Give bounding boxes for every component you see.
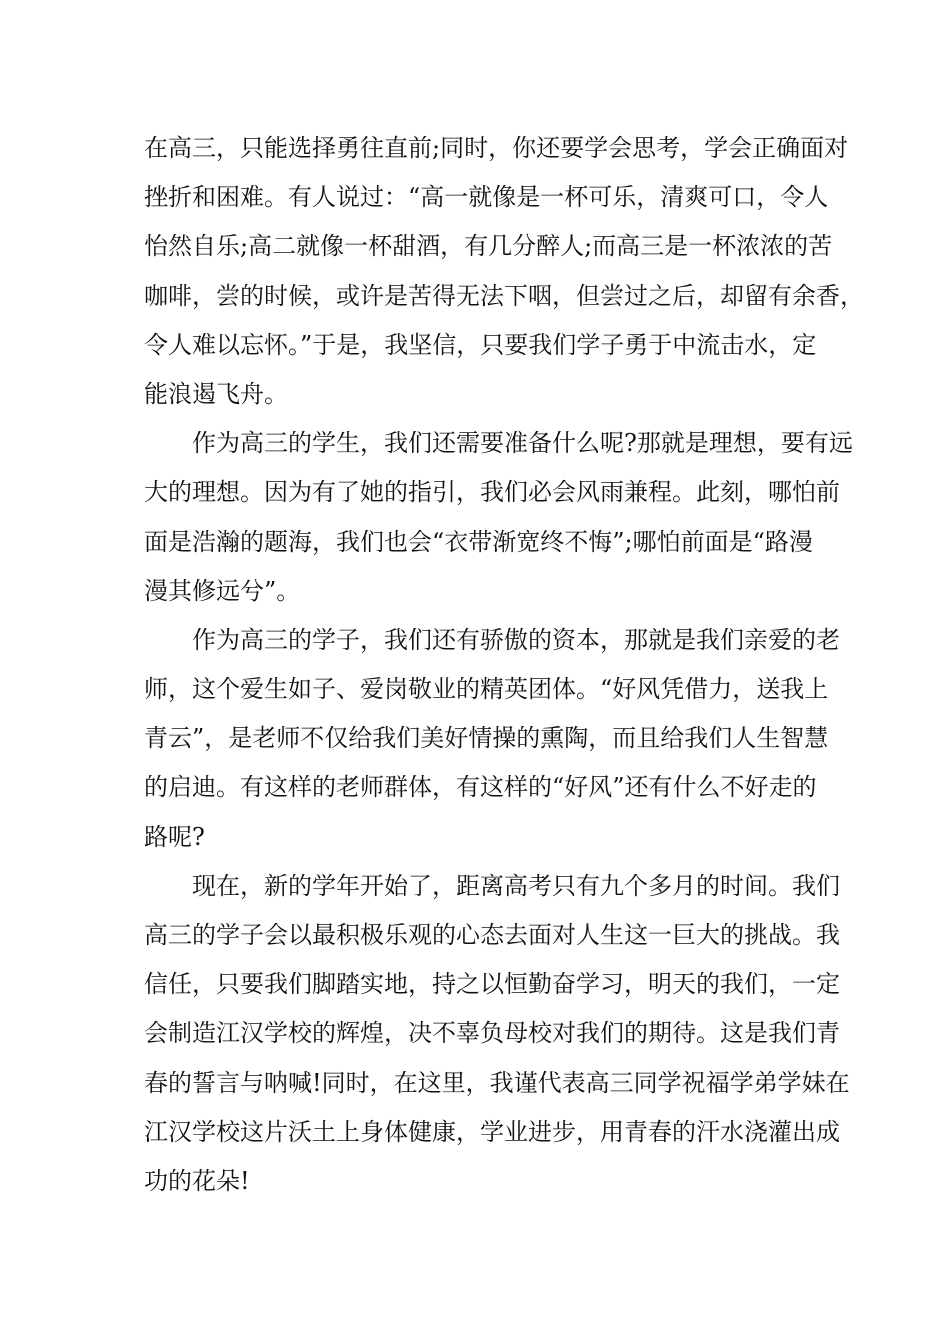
text-line: 作为高三的学子，我们还有骄傲的资本，那就是我们亲爱的老 [192,625,840,654]
text-line: 青云”，是老师不仅给我们美好情操的熏陶，而且给我们人生智慧 [144,724,829,753]
document-body [144,124,864,1206]
text-line: 令人难以忘怀。”于是，我坚信，只要我们学子勇于中流击水，定 [144,330,817,359]
text-line: 现在，新的学年开始了，距离高考只有九个多月的时间。我们 [192,871,840,900]
text-line: 漫其修远兮”。 [144,576,301,605]
text-line: 面是浩瀚的题海，我们也会“衣带渐宽终不悔”;哪怕前面是“路漫 [144,527,813,556]
text-line: 会制造江汉学校的辉煌，决不辜负母校对我们的期待。这是我们青 [144,1019,840,1048]
text-line: 在高三，只能选择勇往直前;同时，你还要学会思考，学会正确面对 [144,134,849,162]
text-line: 春的誓言与呐喊!同时，在这里，我谨代表高三同学祝福学弟学妹在 [144,1068,850,1097]
text-line: 高三的学子会以最积极乐观的心态去面对人生这一巨大的挑战。我 [144,921,840,949]
text-line: 功的花朵! [144,1166,250,1195]
text-line: 江汉学校这片沃土上身体健康，学业进步，用青春的汗水浇灌出成 [144,1117,840,1146]
text-line: 大的理想。因为有了她的指引，我们必会风雨兼程。此刻，哪怕前 [144,478,840,507]
text-line: 能浪遏飞舟。 [144,379,288,408]
text-line: 信任，只要我们脚踏实地，持之以恒勤奋学习，明天的我们，一定 [144,970,840,999]
paragraph-4 [144,862,850,1206]
paragraph-3 [144,616,844,862]
text-line: 师，这个爱生如子、爱岗敬业的精英团体。“好风凭借力，送我上 [144,675,829,704]
paragraph-2 [144,419,853,616]
text-line: 作为高三的学生，我们还需要准备什么呢?那就是理想，要有远 [192,429,853,458]
text-line: 的启迪。有这样的老师群体，有这样的“好风”还有什么不好走的 [144,773,817,802]
text-line: 咖啡，尝的时候，或许是苦得无法下咽，但尝过之后，却留有余香， [144,281,864,310]
paragraph-1 [144,124,864,419]
text-line: 怡然自乐;高二就像一杯甜酒，有几分醉人;而高三是一杯浓浓的苦 [144,232,833,261]
text-line: 挫折和困难。有人说过：“高一就像是一杯可乐，清爽可口，令人 [144,183,829,212]
text-line: 路呢? [144,822,205,851]
